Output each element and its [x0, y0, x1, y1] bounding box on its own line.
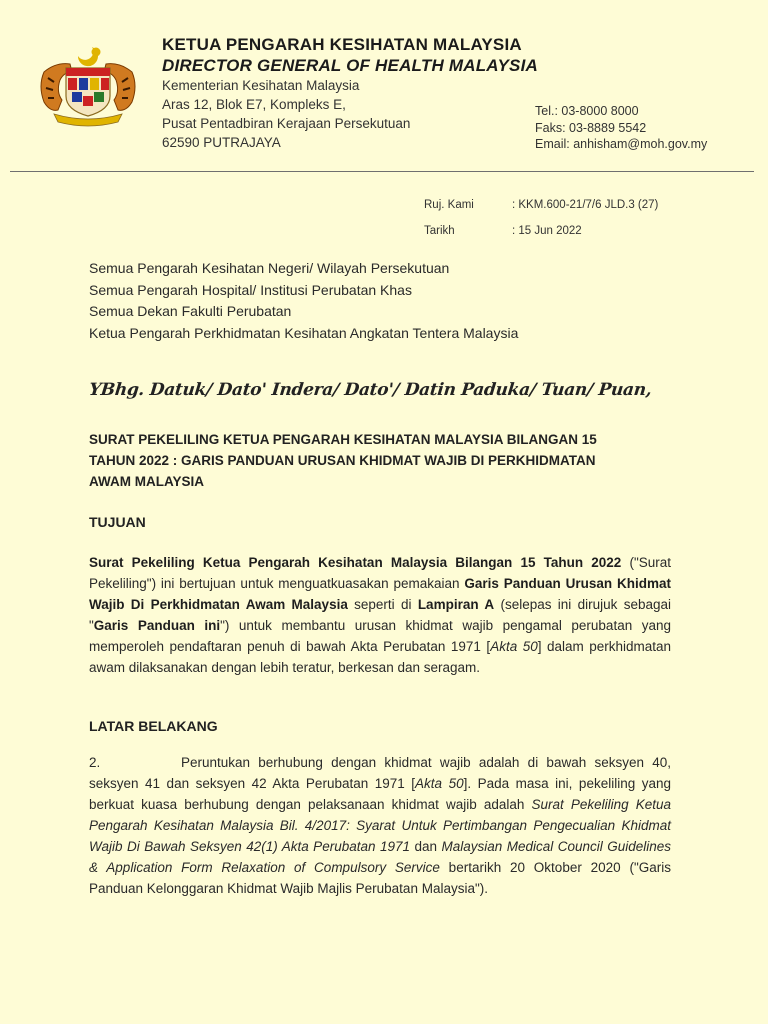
subject-line: AWAM MALAYSIA — [89, 474, 205, 489]
paragraph-latar-belakang — [89, 752, 671, 899]
paragraph-tujuan — [89, 552, 671, 678]
body-text: ]. Pada masa ini, pekeliling yang berkuat kuasa berhubung dengan pelaksanaan khidmat wajib adalah — [89, 776, 672, 812]
recipient-line: Semua Pengarah Hospital/ Institusi Perubatan Khas — [89, 281, 412, 298]
body-text: (selepas ini dirujuk sebagai " — [89, 597, 671, 633]
subject-line: SURAT PEKELILING KETUA PENGARAH KESIHATAN MALAYSIA BILANGAN 15 — [89, 432, 597, 447]
address-line: Aras 12, Blok E7, Kompleks E, — [162, 97, 346, 112]
address-line: 62590 PUTRAJAYA — [162, 135, 281, 150]
section-heading-tujuan: TUJUAN — [89, 514, 146, 530]
subject-line: TAHUN 2022 : GARIS PANDUAN URUSAN KHIDMAT WAJIB DI PERKHIDMATAN — [89, 453, 596, 468]
body-text: bertarikh 20 Oktober 2020 ("Garis Panduan Kelonggaran Khidmat Wajib Majlis Perubatan Malaysia"). — [89, 860, 671, 896]
address-line: Kementerian Kesihatan Malaysia — [162, 78, 360, 93]
bold-text: Garis Panduan Urusan Khidmat Wajib Di Perkhidmatan Awam Malaysia — [89, 576, 671, 612]
bold-text: Garis Panduan ini — [93, 618, 221, 633]
date-value: : 15 Jun 2022 — [512, 225, 582, 237]
reference-block — [424, 192, 658, 244]
recipients-list — [89, 258, 518, 344]
address-line: Pusat Pentadbiran Kerajaan Persekutuan — [162, 116, 411, 131]
body-text: seperti di — [347, 597, 418, 612]
ref-label: Ruj. Kami — [424, 199, 474, 211]
body-text: ") untuk membantu urusan khidmat wajib pengamal perubatan yang memperoleh pendaftaran penuh di bawah Akta Perubatan 1971 [ — [89, 618, 671, 654]
body-text: ] dalam perkhidmatan awam dilaksanakan dengan lebih teratur, berkesan dan seragam. — [89, 639, 672, 675]
recipient-line: Ketua Pengarah Perkhidmatan Kesihatan Angkatan Tentera Malaysia — [89, 324, 519, 341]
contact-block — [535, 103, 707, 153]
recipient-line: Semua Pengarah Kesihatan Negeri/ Wilayah Persekutuan — [89, 260, 450, 276]
malaysia-coat-of-arms-icon — [34, 42, 142, 128]
italic-text: Surat Pekeliling Ketua Pengarah Kesihatan Malaysia Bil. 4/2017: Syarat Untuk Pertimbangan Pengecualian Khidmat Wajib Di Bawah Seksyen 42(1) Akta Perubatan 1971 — [89, 797, 671, 854]
bold-text: Lampiran A — [417, 597, 495, 612]
contact-tel: Tel.: 03-8000 8000 — [535, 104, 639, 118]
body-text: dan — [410, 839, 442, 854]
section-heading-latar-belakang: LATAR BELAKANG — [89, 718, 218, 734]
recipient-line: Semua Dekan Fakulti Perubatan — [89, 303, 292, 319]
org-title-malay: KETUA PENGARAH KESIHATAN MALAYSIA — [162, 35, 522, 54]
subject-heading — [89, 429, 689, 492]
paragraph-number: 2. — [89, 755, 101, 770]
contact-fax: Faks: 03-8889 5542 — [535, 120, 647, 135]
bold-text: Surat Pekeliling Ketua Pengarah Kesihatan Malaysia Bilangan 15 Tahun 2022 — [89, 555, 622, 570]
salutation: YBhg. Datuk/ Dato' Indera/ Dato'/ Datin Paduka/ Tuan/ Puan, — [87, 380, 653, 400]
header-divider — [10, 171, 754, 172]
italic-text: Malaysian Medical Council Guidelines & Application Form Relaxation of Compulsory Service — [89, 839, 672, 875]
contact-email: Email: anhisham@moh.gov.my — [535, 137, 708, 151]
date-label: Tarikh — [424, 225, 455, 237]
letterhead — [162, 35, 538, 152]
body-text: ("Surat Pekeliling") ini bertujuan untuk menguatkuasakan pemakaian — [89, 555, 672, 591]
org-title-english: DIRECTOR GENERAL OF HEALTH MALAYSIA — [162, 56, 538, 75]
italic-text: Akta 50 — [415, 776, 464, 791]
italic-text: Akta 50 — [490, 639, 538, 654]
body-text: Peruntukan berhubung dengan khidmat wajib adalah di bawah seksyen 40, seksyen 41 dan seksyen 42 Akta Perubatan 1971 [ — [89, 755, 671, 791]
ref-value: : KKM.600-21/7/6 JLD.3 (27) — [512, 199, 659, 211]
